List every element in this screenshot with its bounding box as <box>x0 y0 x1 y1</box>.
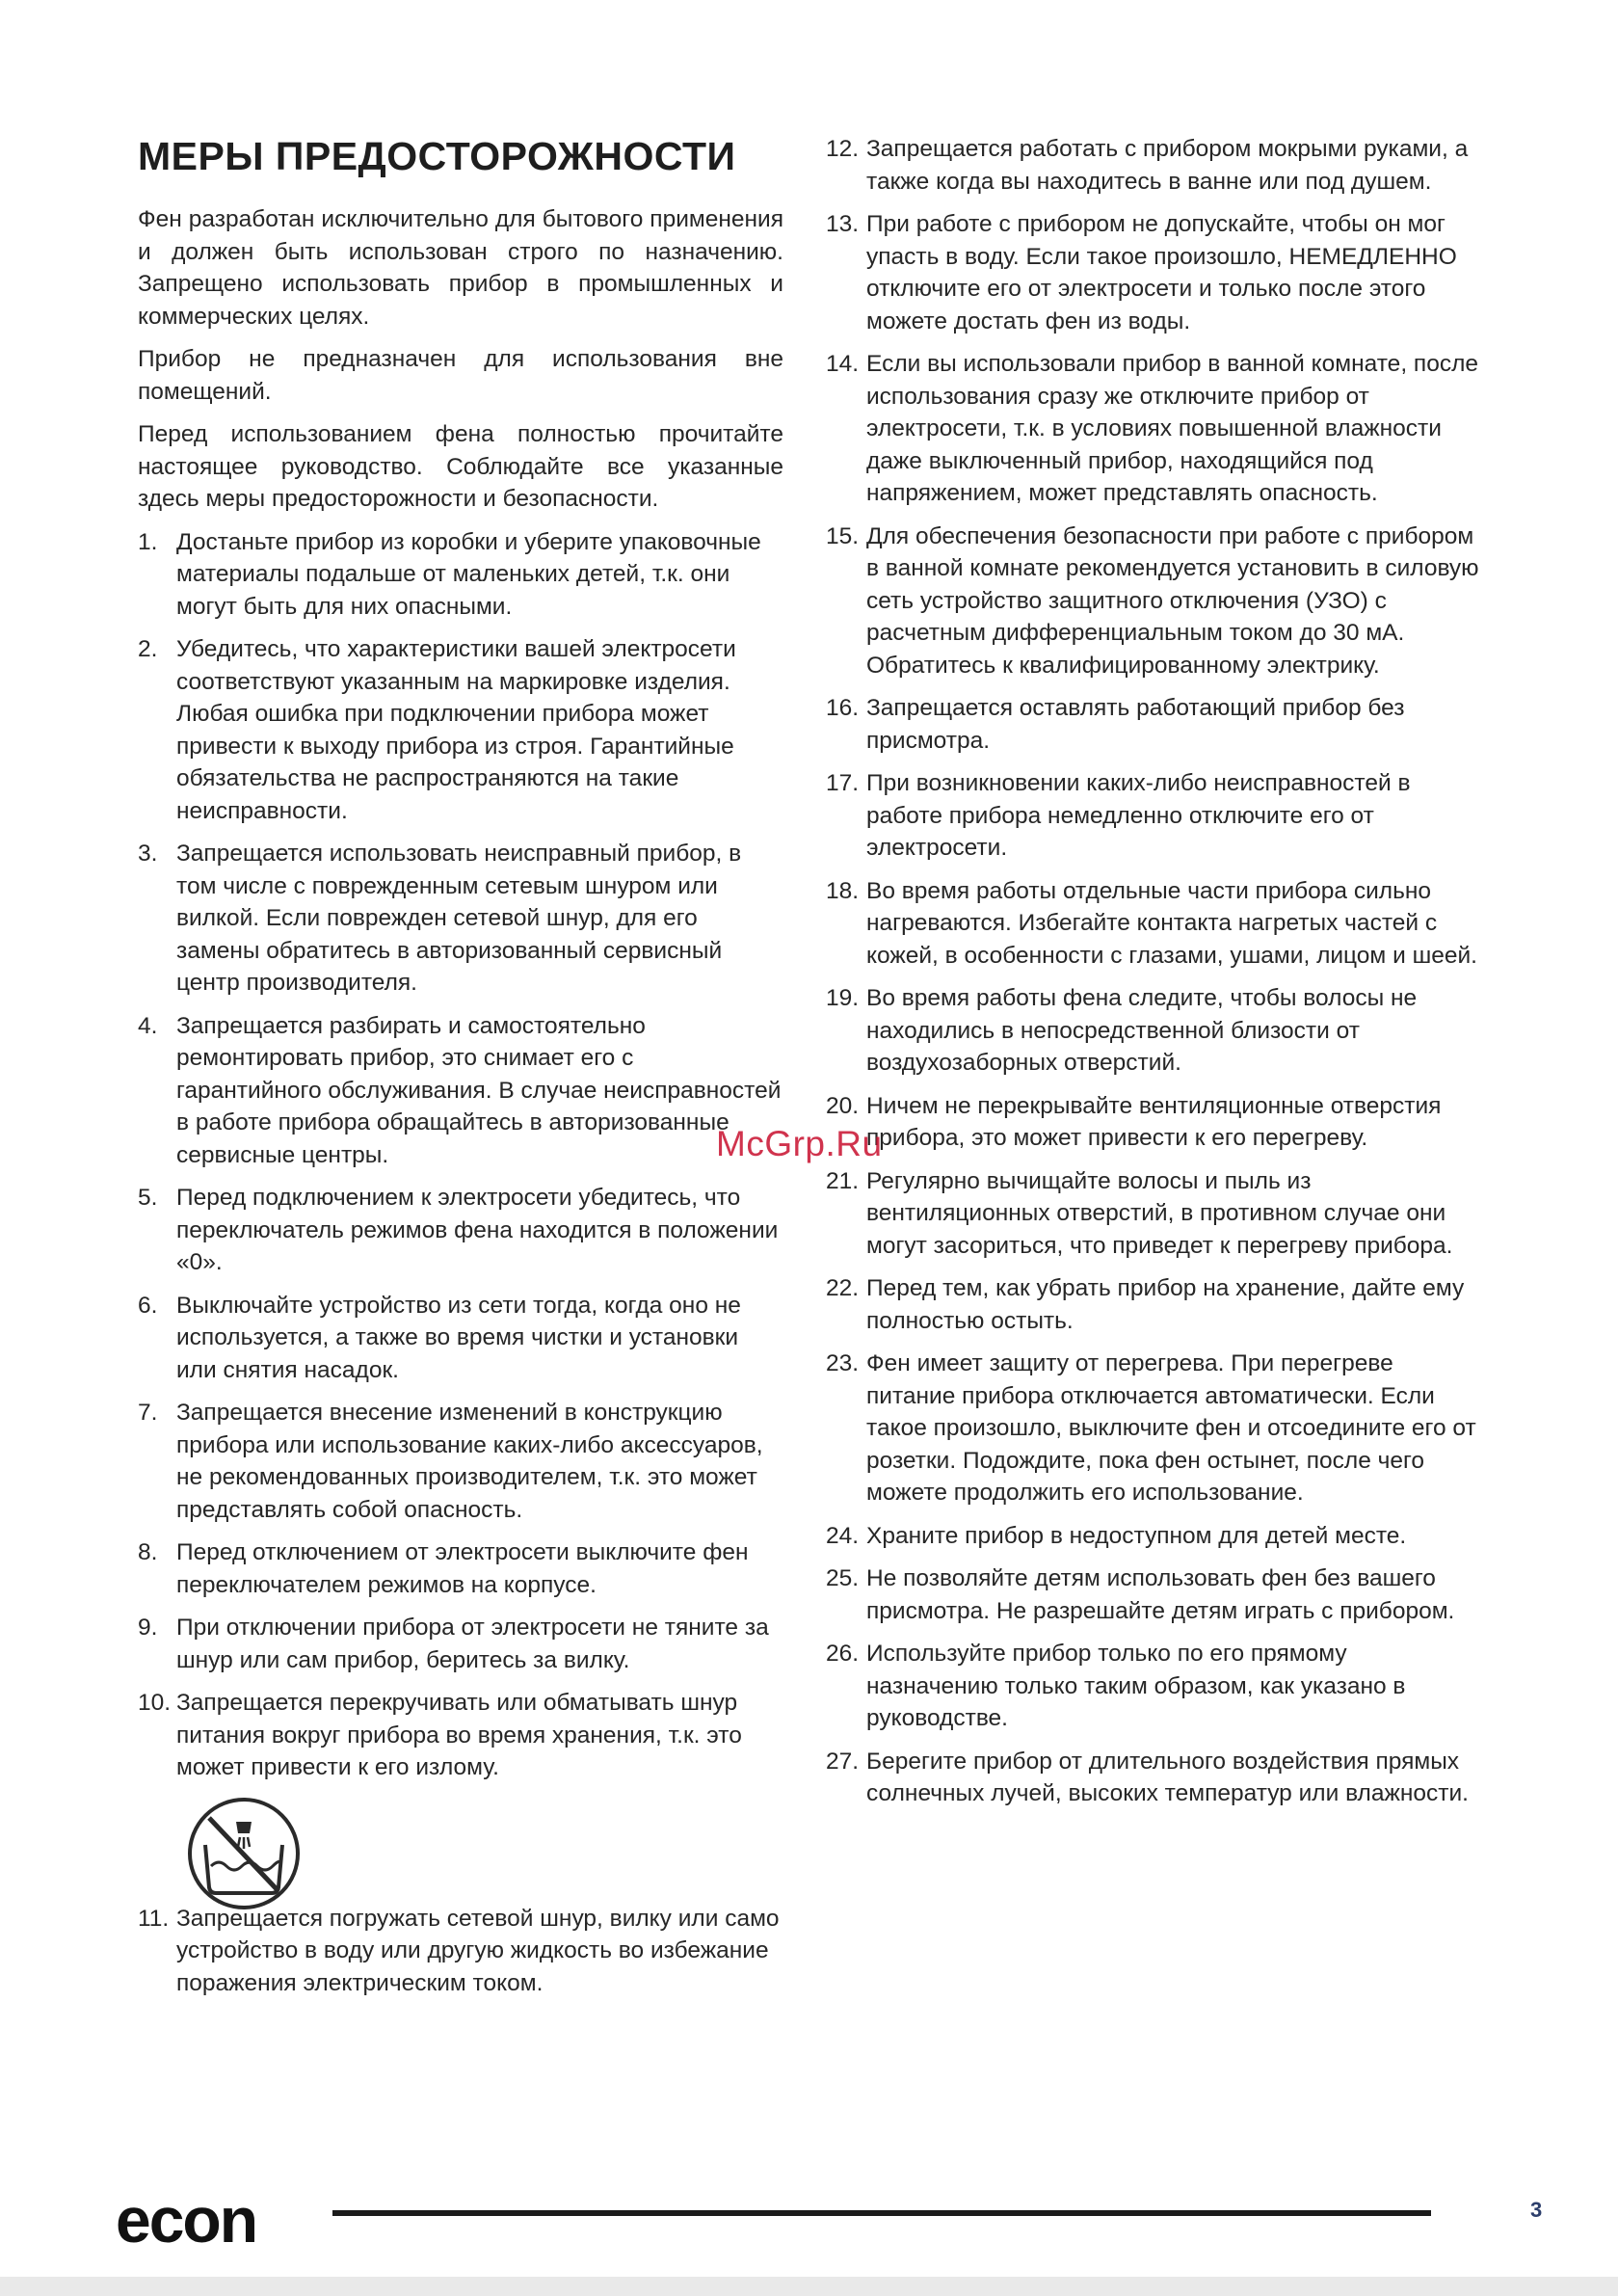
item-text: Убедитесь, что характеристики вашей электросети соответствуют указанным на маркировке изделия. Любая ошибка при подключении прибора может привести к выходу прибора из строя. Гарантийные обязательства не распространяются на такие неисправности. <box>176 636 736 824</box>
list-item <box>138 838 783 1000</box>
item-text: Если вы использовали прибор в ванной комнате, после использования сразу же отключите прибор от электросети, т.к. в условиях повышенной влажности даже выключенный прибор, находящийся под напряжением, может представлять опасность. <box>866 351 1478 506</box>
list-item <box>826 208 1483 337</box>
item-text: Запрещается перекручивать или обматывать шнур питания вокруг прибора во время хранения, т.к. это может привести к его излому. <box>176 1690 742 1780</box>
intro-paragraph: Фен разработан исключительно для бытового применения и должен быть использован строго по назначению. Запрещено использовать прибор в промышленных и коммерческих целях. <box>138 206 783 330</box>
item-number: 17. <box>826 770 860 796</box>
left-column <box>138 133 783 1999</box>
item-number: 1. <box>138 528 158 555</box>
item-text: При возникновении каких-либо неисправностей в работе прибора немедленно отключите его от электросети. <box>866 770 1411 861</box>
list-item <box>138 1290 783 1387</box>
list-item <box>826 1520 1483 1553</box>
bottom-border <box>0 2277 1618 2296</box>
item-text: Ничем не перекрывайте вентиляционные отверстия прибора, это может привести к его перегреву. <box>866 1092 1442 1151</box>
item-number: 3. <box>138 841 158 867</box>
item-number: 20. <box>826 1092 860 1119</box>
item-number: 9. <box>138 1615 158 1641</box>
list-item <box>826 1638 1483 1735</box>
list-item <box>138 1182 783 1279</box>
list-item <box>138 1612 783 1676</box>
item-text: Во время работы фена следите, чтобы волосы не находились в непосредственной близости от воздухозаборных отверстий. <box>866 985 1418 1076</box>
item-text: При отключении прибора от электросети не тяните за шнур или сам прибор, беритесь за вилку. <box>176 1615 769 1673</box>
item-text: Запрещается использовать неисправный прибор, в том числе с поврежденным сетевым шнуром или вилкой. Если поврежден сетевой шнур, для его замены обратитесь в авторизованный сервисный центр производителя. <box>176 841 742 996</box>
list-item <box>826 1272 1483 1337</box>
item-text: Используйте прибор только по его прямому назначению только таким образом, как указано в руководстве. <box>866 1641 1406 1731</box>
item-text: Не позволяйте детям использовать фен без вашего присмотра. Не разрешайте детям играть с прибором. <box>866 1565 1455 1624</box>
item-text: Достаньте прибор из коробки и уберите упаковочные материалы подальше от маленьких детей, т.к. они могут быть для них опасными. <box>176 528 761 620</box>
list-item <box>826 1348 1483 1509</box>
list-item <box>138 526 783 624</box>
item-text: Запрещается работать с прибором мокрыми руками, а также когда вы находитесь в ванне или под душем. <box>866 136 1469 195</box>
precautions-list-left <box>138 526 783 1784</box>
econ-logo: econ <box>116 2184 257 2256</box>
item-number: 16. <box>826 695 860 721</box>
item-text: При работе с прибором не допускайте, чтобы он мог упасть в воду. Если такое произошло, НЕМЕДЛЕННО отключите его от электросети и только после этого можете достать фен из воды. <box>866 211 1457 334</box>
item-text: Во время работы отдельные части прибора сильно нагреваются. Избегайте контакта нагретых частей с кожей, в особенности с глазами, ушами, лицом и шеей. <box>866 877 1477 969</box>
item-text: Запрещается погружать сетевой шнур, вилку или само устройство в воду или другую жидкость во избежание поражения электрическим током. <box>176 1905 780 1996</box>
item-number: 15. <box>826 522 860 549</box>
list-item <box>826 1562 1483 1627</box>
list-item <box>138 1687 783 1784</box>
list-item <box>826 692 1483 757</box>
item-text: Регулярно вычищайте волосы и пыль из вентиляционных отверстий, в противном случае они могут засориться, что приведет к перегреву прибора. <box>866 1167 1453 1259</box>
item-number: 25. <box>826 1565 860 1591</box>
item-text: Берегите прибор от длительного воздействия прямых солнечных лучей, высоких температур или влажности. <box>866 1748 1469 1806</box>
list-item <box>826 875 1483 973</box>
item-number: 4. <box>138 1012 158 1039</box>
item-number: 2. <box>138 636 158 662</box>
item-text: Перед тем, как убрать прибор на хранение, дайте ему полностью остыть. <box>866 1275 1465 1334</box>
item-number: 13. <box>826 211 860 237</box>
list-item <box>826 1746 1483 1810</box>
item-number: 22. <box>826 1275 860 1301</box>
item-number: 11. <box>138 1905 170 1932</box>
item-number: 23. <box>826 1350 860 1376</box>
item-text: Запрещается внесение изменений в конструкцию прибора или использование каких-либо аксессуаров, не рекомендованных производителем, т.к. это может представлять собой опасность. <box>176 1400 763 1523</box>
item-number: 6. <box>138 1292 158 1319</box>
item-11-block <box>138 1795 783 2000</box>
item-number: 24. <box>826 1522 860 1549</box>
item-number: 10. <box>138 1690 172 1716</box>
item-text: Выключайте устройство из сети тогда, когда оно не используется, а также во время чистки и установки или снятия насадок. <box>176 1292 741 1383</box>
list-item <box>138 1536 783 1601</box>
list-item <box>138 1397 783 1526</box>
list-item <box>826 521 1483 682</box>
right-column <box>826 133 1483 1821</box>
page-number: 3 <box>1530 2198 1543 2222</box>
item-text: Храните прибор в недоступном для детей месте. <box>866 1522 1407 1549</box>
item-text: Запрещается разбирать и самостоятельно ремонтировать прибор, это снимает его с гарантийного обслуживания. В случае неисправностей в работе прибора обращайтесь в авторизованные сервисные центры. <box>176 1012 782 1168</box>
list-item <box>138 633 783 827</box>
intro-paragraph: Прибор не предназначен для использования вне помещений. <box>138 346 783 405</box>
list-item <box>826 133 1483 198</box>
list-item <box>826 767 1483 865</box>
item-text: Для обеспечения безопасности при работе с прибором в ванной комнате рекомендуется установить в силовую сеть устройство защитного отключения (УЗО) с расчетным дифференциальным током до 30 мА. Обратитесь к квалифицированному электрику. <box>866 522 1479 679</box>
list-item <box>826 1090 1483 1155</box>
list-item <box>138 1010 783 1172</box>
item-text: Фен имеет защиту от перегрева. При перегреве питание прибора отключается автоматически. Если такое произошло, выключите фен и отсоедините его от розетки. Подождите, пока фен остынет, после чего можете продолжить его использование. <box>866 1350 1476 1506</box>
list-item <box>826 1165 1483 1263</box>
list-item <box>826 348 1483 510</box>
item-number: 5. <box>138 1185 158 1211</box>
no-water-immersion-icon <box>184 1795 304 1912</box>
intro-paragraph: Перед использованием фена полностью прочитайте настоящее руководство. Соблюдайте все указанные здесь меры предосторожности и безопасности. <box>138 421 783 512</box>
item-text: Перед отключением от электросети выключите фен переключателем режимов на корпусе. <box>176 1539 749 1598</box>
precautions-list-right <box>826 133 1483 1810</box>
page-title: МЕРЫ ПРЕДОСТОРОЖНОСТИ <box>138 134 736 178</box>
item-number: 26. <box>826 1641 860 1667</box>
item-number: 8. <box>138 1539 158 1565</box>
item-number: 19. <box>826 985 860 1011</box>
footer-divider <box>332 2210 1431 2216</box>
item-number: 12. <box>826 136 860 162</box>
item-number: 18. <box>826 877 860 904</box>
list-item <box>826 982 1483 1080</box>
watermark: McGrp.Ru <box>716 1124 883 1163</box>
item-text: Перед подключением к электросети убедитесь, что переключатель режимов фена находится в положении «0». <box>176 1185 779 1275</box>
item-number: 7. <box>138 1400 158 1426</box>
item-number: 21. <box>826 1167 860 1194</box>
item-number: 14. <box>826 351 860 377</box>
item-number: 27. <box>826 1748 860 1775</box>
item-text: Запрещается оставлять работающий прибор без присмотра. <box>866 695 1405 754</box>
